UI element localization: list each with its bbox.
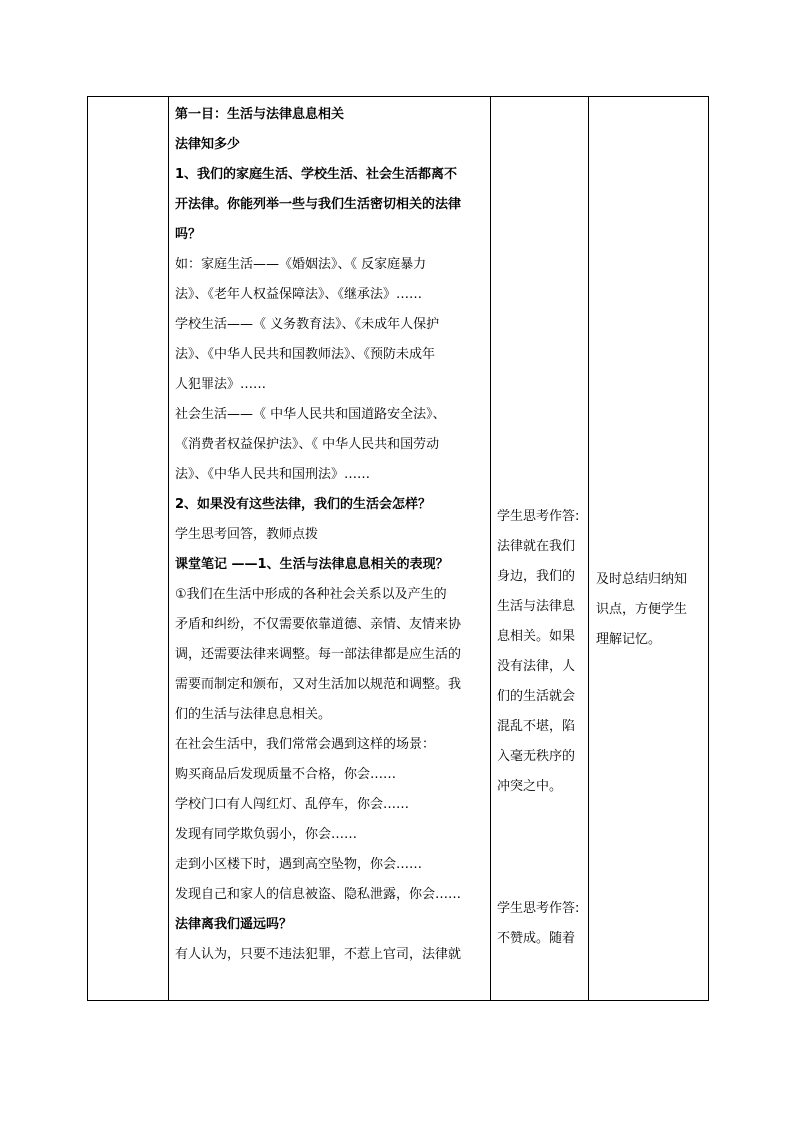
design-intent-text xyxy=(596,565,704,655)
content-line: 社会生活——《 中华人民共和国道路安全法》、 xyxy=(175,407,446,422)
activity-line: 学生思考作答: xyxy=(497,901,580,916)
content-line: 人犯罪法》…… xyxy=(175,377,267,392)
question-1-line: 开法律。你能列举一些与我们生活密切相关的法律 xyxy=(175,197,462,212)
student-activity-2 xyxy=(497,894,585,954)
content-line: 有人认为，只要不违法犯罪，不惹上官司，法律就 xyxy=(175,947,462,962)
activity-line: 息相关。如果 xyxy=(497,629,576,644)
scenario-intro: 在社会生活中，我们常常会遇到这样的场景： xyxy=(175,737,436,752)
activity-line: 没有法律，人 xyxy=(497,659,576,674)
notes-line: 们的生活与法律息息相关。 xyxy=(175,707,332,722)
content-line: 学生思考回答，教师点拨 xyxy=(175,527,319,542)
question-1-line: 1、我们的家庭生活、学校生活、社会生活都离不 xyxy=(175,167,458,182)
content-line: 法》、《中华人民共和国刑法》…… xyxy=(175,467,371,482)
notes-line: ①我们在生活中形成的各种社会关系以及产生的 xyxy=(175,587,447,602)
scenario-item: 走到小区楼下时，遇到高空坠物，你会…… xyxy=(175,857,423,872)
activity-line: 们的生活就会 xyxy=(497,689,576,704)
activity-line: 法律就在我们 xyxy=(497,539,576,554)
question-2-line: 2、如果没有这些法律，我们的生活会怎样？ xyxy=(175,497,432,512)
scenario-item: 发现自己和家人的信息被盗、隐私泄露，你会…… xyxy=(175,887,462,902)
intent-line: 理解记忆。 xyxy=(596,632,662,647)
teaching-content-cell xyxy=(169,97,491,1001)
notes-line: 矛盾和纠纷，不仅需要依靠道德、亲情、友情来协 xyxy=(175,617,462,632)
question-3-line: 法律离我们遥远吗？ xyxy=(175,917,293,932)
notes-line: 需要而制定和颁布，又对生活加以规范和调整。我 xyxy=(175,677,462,692)
class-notes-heading: 课堂笔记 ——1、生活与法律息息相关的表现？ xyxy=(175,557,449,572)
design-intent-cell xyxy=(589,97,709,1001)
activity-line: 冲突之中。 xyxy=(497,779,563,794)
content-line: 学校生活——《 义务教育法》、《未成年人保护 xyxy=(175,317,440,332)
activity-line: 不赞成。随着 xyxy=(497,931,576,946)
activity-line: 学生思考作答: xyxy=(497,509,580,524)
scenario-item: 购买商品后发现质量不合格，你会…… xyxy=(175,767,397,782)
question-1-line: 吗？ xyxy=(175,227,202,242)
content-line: 如：家庭生活——《婚姻法》、《 反家庭暴力 xyxy=(175,257,427,272)
content-line: 法》、《中华人民共和国教师法》、《预防未成年 xyxy=(175,347,436,362)
scenario-item: 发现有同学欺负弱小，你会…… xyxy=(175,827,358,842)
subsection-heading: 法律知多少 xyxy=(175,137,241,152)
student-activity-1 xyxy=(497,502,585,802)
table-row xyxy=(88,97,709,1001)
section-heading: 第一目：生活与法律息息相关 xyxy=(175,107,345,122)
content-line: 《消费者权益保护法》、《 中华人民共和国劳动 xyxy=(175,437,440,452)
stage-column-cell xyxy=(88,97,169,1001)
activity-line: 生活与法律息 xyxy=(497,599,576,614)
activity-line: 混乱不堪，陷 xyxy=(497,719,576,734)
activity-line: 身边，我们的 xyxy=(497,569,576,584)
notes-line: 调，还需要法律来调整。每一部法律都是应生活的 xyxy=(175,647,462,662)
activity-line: 入毫无秩序的 xyxy=(497,749,576,764)
intent-line: 及时总结归纳知 xyxy=(596,572,688,587)
content-line: 法》、《老年人权益保障法》、《继承法》…… xyxy=(175,287,423,302)
scenario-item: 学校门口有人闯红灯、乱停车，你会…… xyxy=(175,797,410,812)
student-activity-cell xyxy=(491,97,589,1001)
intent-line: 识点，方便学生 xyxy=(596,602,688,617)
lesson-plan-table xyxy=(87,96,709,1001)
